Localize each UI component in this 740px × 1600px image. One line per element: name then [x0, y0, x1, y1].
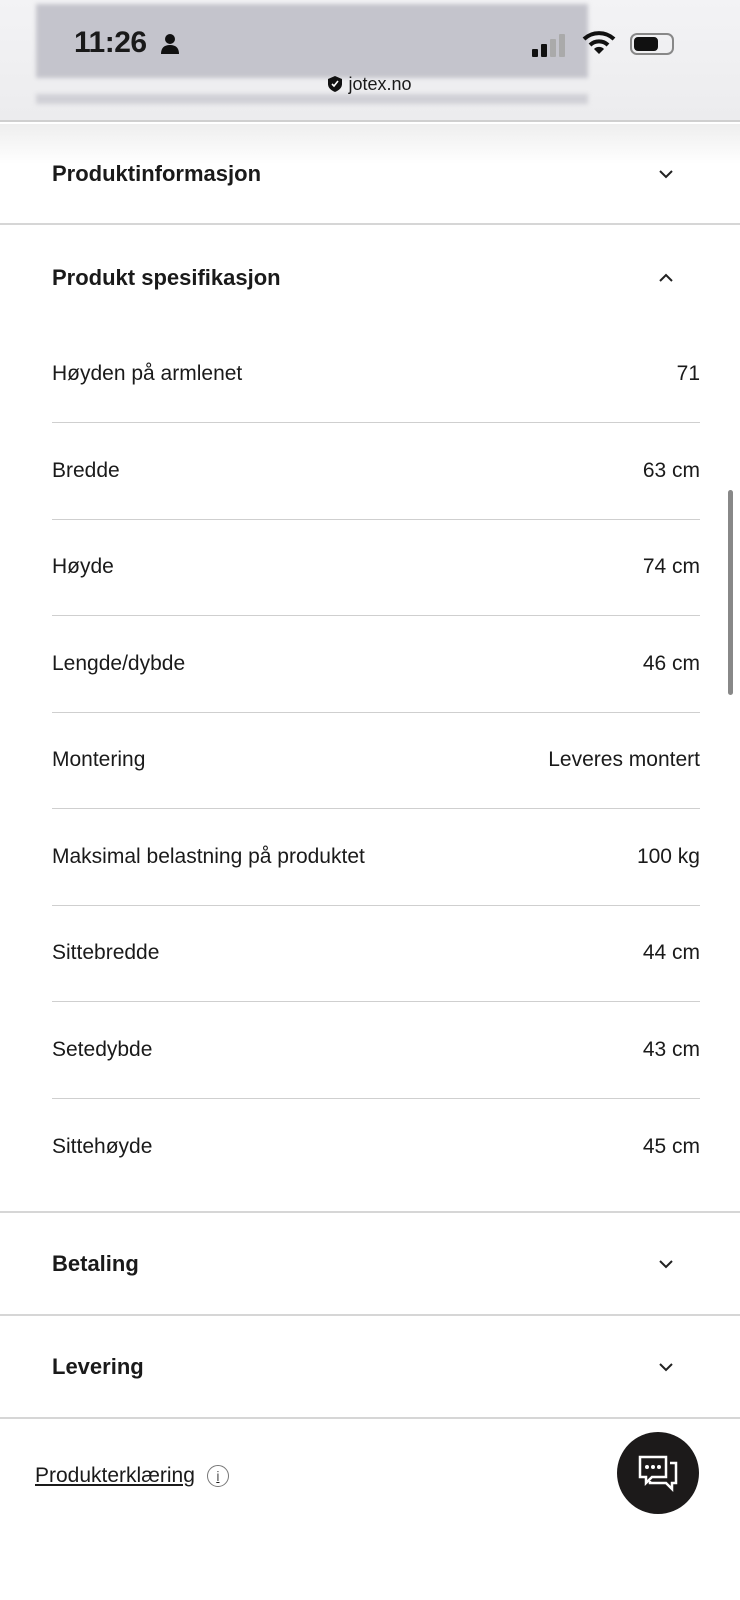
- address-bar[interactable]: [0, 74, 740, 95]
- scrollbar[interactable]: [728, 490, 733, 695]
- battery-icon: [630, 33, 674, 55]
- spec-row: [52, 1002, 700, 1099]
- spec-label: Lengde/dybde: [52, 652, 186, 675]
- chevron-down-icon: [658, 1259, 674, 1269]
- spec-label: Bredde: [52, 459, 120, 482]
- spec-label: Høyde: [52, 555, 114, 578]
- clock: 11:26: [74, 26, 147, 59]
- chevron-down-icon: [658, 169, 674, 179]
- spec-row: [52, 326, 700, 423]
- spec-label: Sittebredde: [52, 941, 160, 964]
- accordion-title: Betaling: [52, 1250, 139, 1276]
- chevron-up-icon: [658, 273, 674, 283]
- chat-icon: [636, 1453, 680, 1493]
- spec-value: 74 cm: [642, 555, 700, 578]
- accordion-title: Produkt spesifikasjon: [52, 265, 281, 290]
- accordion-produkt-spesifikasjon[interactable]: [0, 226, 740, 330]
- wifi-icon: [582, 30, 616, 56]
- spec-value: 63 cm: [642, 459, 700, 482]
- spec-row: [52, 616, 700, 713]
- shield-icon: [328, 76, 342, 92]
- spec-label: Sittehøyde: [52, 1134, 153, 1158]
- spec-value: 45 cm: [642, 1134, 700, 1158]
- status-bar: [0, 0, 740, 122]
- produkterklaering-row: [35, 1464, 229, 1488]
- url-text: jotex.no: [348, 74, 412, 94]
- info-icon[interactable]: i: [207, 1465, 229, 1487]
- spec-row: [52, 519, 700, 616]
- spec-label: Maksimal belastning på produktet: [52, 845, 365, 868]
- chat-button[interactable]: [617, 1432, 699, 1514]
- spec-row: [52, 905, 700, 1002]
- spec-row: [52, 809, 700, 906]
- accordion-title: Levering: [52, 1353, 144, 1379]
- signal-icon: [532, 34, 565, 57]
- spec-value: 43 cm: [642, 1038, 700, 1061]
- person-icon: [160, 33, 180, 55]
- spec-label: Setedybde: [52, 1038, 153, 1061]
- chevron-down-icon: [658, 1362, 674, 1372]
- accordion-title: Produktinformasjon: [52, 160, 262, 186]
- spec-value: 46 cm: [642, 652, 700, 675]
- spec-row: [52, 712, 700, 809]
- spec-value: 100 kg: [636, 845, 700, 868]
- spec-row: [52, 423, 700, 520]
- spec-row: [52, 1098, 700, 1195]
- accordion-betaling[interactable]: [0, 1211, 740, 1316]
- spec-value: 71: [676, 362, 700, 385]
- accordion-levering[interactable]: [0, 1316, 740, 1419]
- blurred-strip: [36, 94, 588, 104]
- spec-value: Leveres montert: [548, 748, 700, 771]
- accordion-produktinformasjon[interactable]: [0, 124, 740, 225]
- spec-label: Høyden på armlenet: [52, 362, 243, 385]
- spec-label: Montering: [52, 748, 146, 771]
- produkterklaering-link[interactable]: Produkterklæring: [35, 1464, 195, 1487]
- spec-value: 44 cm: [642, 941, 700, 964]
